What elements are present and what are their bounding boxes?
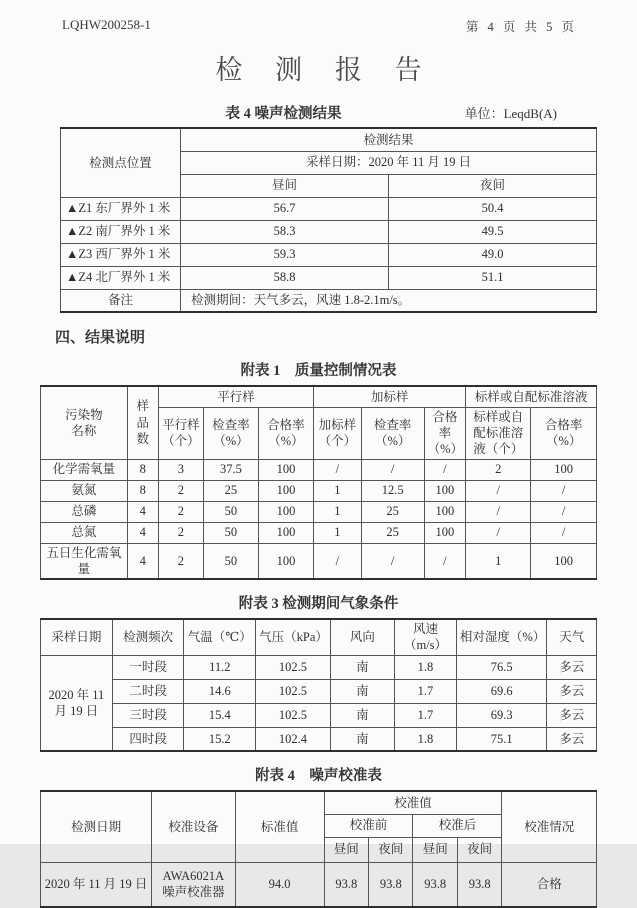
cell-value: 1.8	[395, 727, 457, 751]
after-night-value: 93.8	[457, 862, 501, 907]
night-subheader: 夜间	[457, 837, 501, 862]
parallel-pass-rate-header: 合格率（%）	[258, 407, 313, 459]
day-subheader: 昼间	[324, 837, 368, 862]
cal-date-header: 检测日期	[41, 791, 152, 862]
cell-value: 37.5	[203, 459, 258, 480]
cell-value: 69.6	[456, 679, 547, 703]
cell-value: 100	[258, 522, 313, 543]
pollutant-name: 五日生化需氧量	[41, 543, 128, 579]
cell-value: /	[313, 459, 361, 480]
day-value: 58.8	[181, 266, 389, 289]
cell-value: 2	[158, 522, 203, 543]
pollutant-header	[41, 386, 128, 459]
cell-value: 100	[424, 480, 466, 501]
report-title: 检 测 报 告	[215, 55, 435, 85]
table4-point-header: 检测点位置	[61, 128, 181, 197]
cell-value: 100	[258, 543, 313, 579]
cell-value: 50	[203, 522, 258, 543]
cell-value: 11.2	[184, 655, 256, 679]
cell-value: 75.1	[456, 727, 547, 751]
after-day-value: 93.8	[413, 862, 457, 907]
cell-value: 8	[127, 459, 158, 480]
sample-date-value: 2020 年 11 月 19 日	[41, 655, 113, 751]
device-type: 噪声校准器	[162, 885, 225, 900]
night-value: 50.4	[389, 197, 597, 220]
spiked-pass-rate-header: 合格率（%）	[424, 407, 466, 459]
before-day-value: 93.8	[324, 862, 368, 907]
cell-value: 69.3	[456, 703, 547, 727]
cell-value: /	[313, 543, 361, 579]
temperature-header: 气温（℃）	[184, 619, 256, 655]
night-value: 49.0	[389, 243, 597, 266]
cell-value: /	[466, 522, 531, 543]
cell-value: 1.8	[395, 655, 457, 679]
table-row	[41, 862, 597, 907]
pollutant-name: 总氮	[41, 522, 128, 543]
cell-value: /	[361, 543, 424, 579]
cell-value: 50	[203, 543, 258, 579]
table-row	[41, 501, 597, 522]
cell-value: 多云	[547, 679, 597, 703]
cell-value: 1	[313, 480, 361, 501]
sample-count-header-text: 样品数	[136, 399, 150, 446]
cell-value: 100	[258, 501, 313, 522]
day-value: 59.3	[181, 243, 389, 266]
spiked-count-header: 加标样（个）	[313, 407, 361, 459]
day-value: 58.3	[181, 220, 389, 243]
cell-value: 100	[258, 459, 313, 480]
standard-group-header: 标样或自配标准溶液	[466, 386, 597, 407]
cal-status-value: 合格	[502, 862, 597, 907]
cell-value: 南	[330, 655, 394, 679]
table4-day-header: 昼间	[181, 174, 389, 197]
cell-value: 2	[158, 480, 203, 501]
cal-before-header: 校准前	[324, 814, 413, 837]
wind-direction-header: 风向	[330, 619, 394, 655]
parallel-group-header: 平行样	[158, 386, 313, 407]
section-title: 四、结果说明	[55, 330, 146, 346]
table4-night-header: 夜间	[389, 174, 597, 197]
quality-control-table	[40, 385, 597, 580]
cell-value: 25	[361, 501, 424, 522]
cell-value: 8	[127, 480, 158, 501]
spiked-group-header: 加标样	[313, 386, 465, 407]
wind-speed-header: 风速（m/s）	[395, 619, 457, 655]
cell-value: 南	[330, 679, 394, 703]
table-row	[61, 220, 597, 243]
table4-unit-label: 单位：LeqdB(A)	[464, 106, 557, 121]
cal-standard-value: 94.0	[235, 862, 324, 907]
cell-value: /	[531, 480, 597, 501]
point-label: ▲Z1 东厂界外 1 米	[61, 197, 181, 220]
page-indicator: 第 4 页 共 5 页	[465, 20, 577, 34]
table4-caption-row	[0, 102, 637, 122]
table-row	[41, 543, 597, 579]
cell-value: 15.2	[184, 727, 256, 751]
cell-value: 102.5	[256, 655, 331, 679]
weather-conditions-table	[40, 618, 597, 752]
table-row	[41, 679, 597, 703]
cell-value: 1	[466, 543, 531, 579]
weather-header: 天气	[547, 619, 597, 655]
day-value: 56.7	[181, 197, 389, 220]
point-label: ▲Z2 南厂界外 1 米	[61, 220, 181, 243]
cell-value: 100	[424, 501, 466, 522]
cell-value: 100	[258, 480, 313, 501]
table-row	[61, 266, 597, 289]
table-row	[41, 522, 597, 543]
cell-value: 1	[313, 501, 361, 522]
cell-value: 102.4	[256, 727, 331, 751]
sample-count-header	[127, 386, 158, 459]
pressure-header: 气压（kPa）	[256, 619, 331, 655]
cell-value: 南	[330, 727, 394, 751]
table-row	[41, 703, 597, 727]
cell-value: 100	[424, 522, 466, 543]
cell-value: 4	[127, 543, 158, 579]
cell-value: 4	[127, 522, 158, 543]
cal-value-header: 校准值	[324, 791, 502, 814]
cell-value: 12.5	[361, 480, 424, 501]
cell-value: /	[531, 522, 597, 543]
cell-value: 100	[531, 459, 597, 480]
cell-value: 76.5	[456, 655, 547, 679]
cell-value: 102.5	[256, 703, 331, 727]
page-header	[0, 0, 637, 35]
table-row	[41, 655, 597, 679]
pollutant-name: 化学需氧量	[41, 459, 128, 480]
sample-date-header: 采样日期	[41, 619, 113, 655]
cell-value: 多云	[547, 727, 597, 751]
cell-value: 4	[127, 501, 158, 522]
appendix1-caption: 附表 1 质量控制情况表	[240, 363, 397, 379]
spiked-check-rate-header: 检查率（%）	[361, 407, 424, 459]
cell-value: 15.4	[184, 703, 256, 727]
period-label: 三时段	[112, 703, 184, 727]
cell-value: 25	[203, 480, 258, 501]
table4-result-header: 检测结果	[181, 128, 597, 151]
night-subheader: 夜间	[369, 837, 413, 862]
pollutant-name: 氨氮	[41, 480, 128, 501]
cell-value: 多云	[547, 703, 597, 727]
cal-device-value	[152, 862, 235, 907]
before-night-value: 93.8	[369, 862, 413, 907]
appendix3-caption: 附表 3 检测期间气象条件	[238, 596, 399, 612]
cell-value: 2	[158, 501, 203, 522]
parallel-check-rate-header: 检查率（%）	[203, 407, 258, 459]
appendix4-caption: 附表 4 噪声校准表	[255, 768, 382, 784]
cell-value: 1	[313, 522, 361, 543]
table4-sample-date: 采样日期：2020 年 11 月 19 日	[181, 151, 597, 174]
humidity-header: 相对湿度（%）	[456, 619, 547, 655]
noise-calibration-table	[40, 790, 597, 908]
point-label: ▲Z4 北厂界外 1 米	[61, 266, 181, 289]
cell-value: 3	[158, 459, 203, 480]
period-label: 二时段	[112, 679, 184, 703]
cell-value: /	[531, 501, 597, 522]
remark-text: 检测期间：天气多云，风速 1.8-2.1m/s。	[181, 289, 597, 312]
standard-pass-rate-header: 合格率（%）	[531, 407, 597, 459]
table-row	[41, 480, 597, 501]
noise-results-table	[60, 127, 597, 313]
table-row	[41, 727, 597, 751]
pollutant-name: 总磷	[41, 501, 128, 522]
cell-value: 100	[531, 543, 597, 579]
document-number: LQHW200258-1	[62, 17, 151, 32]
table-row	[61, 197, 597, 220]
table-row	[61, 243, 597, 266]
night-value: 49.5	[389, 220, 597, 243]
cell-value: /	[424, 459, 466, 480]
period-label: 四时段	[112, 727, 184, 751]
cell-value: /	[466, 501, 531, 522]
cell-value: 14.6	[184, 679, 256, 703]
cell-value: 50	[203, 501, 258, 522]
standard-count-header: 标样或自配标准溶液（个）	[466, 407, 531, 459]
night-value: 51.1	[389, 266, 597, 289]
cell-value: 多云	[547, 655, 597, 679]
frequency-header: 检测频次	[112, 619, 184, 655]
period-label: 一时段	[112, 655, 184, 679]
day-subheader: 昼间	[413, 837, 457, 862]
point-label: ▲Z3 西厂界外 1 米	[61, 243, 181, 266]
remark-label: 备注	[61, 289, 181, 312]
cal-device-header: 校准设备	[152, 791, 235, 862]
cell-value: 2	[466, 459, 531, 480]
cal-date-value: 2020 年 11 月 19 日	[41, 862, 152, 907]
parallel-count-header: 平行样（个）	[158, 407, 203, 459]
cal-after-header: 校准后	[413, 814, 502, 837]
cell-value: 1.7	[395, 679, 457, 703]
cell-value: /	[361, 459, 424, 480]
cell-value: 1.7	[395, 703, 457, 727]
cell-value: 南	[330, 703, 394, 727]
cell-value: 25	[361, 522, 424, 543]
cal-status-header: 校准情况	[502, 791, 597, 862]
table-row	[41, 459, 597, 480]
cell-value: /	[424, 543, 466, 579]
pollutant-header-text: 污染物名称	[65, 407, 103, 438]
cell-value: 2	[158, 543, 203, 579]
cal-standard-header: 标准值	[235, 791, 324, 862]
device-model: AWA6021A	[162, 869, 225, 883]
cell-value: /	[466, 480, 531, 501]
table4-caption: 表 4 噪声检测结果	[225, 106, 342, 122]
cell-value: 102.5	[256, 679, 331, 703]
